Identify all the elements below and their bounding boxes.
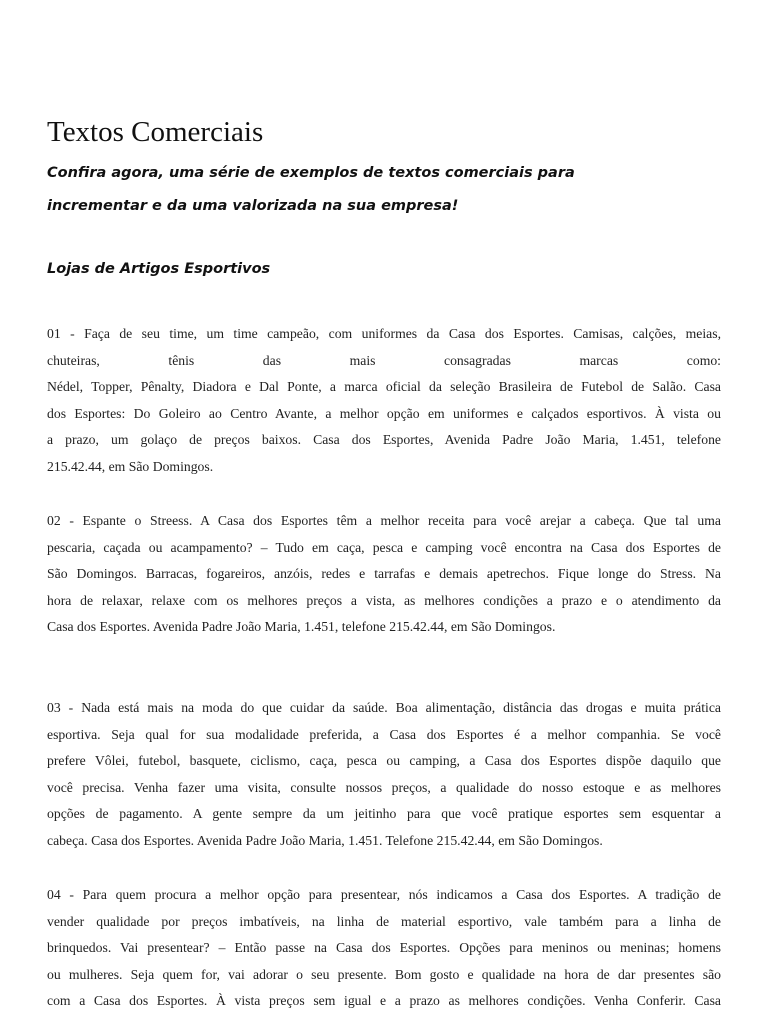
paragraph-line: você precisa. Venha fazer uma visita, consulte nossos preços, a qualidade do nosso estoque e as melhores (47, 779, 721, 795)
paragraph-line: ou mulheres. Seja quem for, vai adorar o seu presente. Bom gosto e qualidade na hora de dar presentes são (47, 966, 721, 982)
paragraph-line: a prazo, um golaço de preços baixos. Casa dos Esportes, Avenida Padre João Maria, 1.451, telefone (47, 432, 721, 448)
paragraph-02 (47, 508, 721, 641)
paragraph-line: São Domingos. Barracas, fogareiros, anzóis, redes e tarrafas e demais apetrechos. Fique longe do Stress. Na (47, 566, 721, 582)
paragraph-line: vender qualidade por preços imbatíveis, na linha de material esportivo, vale também para a linha de (47, 913, 721, 929)
paragraph-line: 215.42.44, em São Domingos. (47, 458, 214, 474)
paragraph-line: 01 - Faça de seu time, um time campeão, com uniformes da Casa dos Esportes. Camisas, calções, meias, (47, 326, 721, 341)
subtitle-line: incrementar e da uma valorizada na sua empresa! (47, 198, 459, 214)
paragraph-line: 03 - Nada está mais na moda do que cuidar da saúde. Boa alimentação, distância das drogas e muita prática (47, 700, 721, 715)
paragraph-line: 04 - Para quem procura a melhor opção para presentear, nós indicamos a Casa dos Esportes. A tradição de (47, 887, 721, 902)
paragraph-03 (47, 695, 721, 855)
paragraph-line: dos Esportes: Do Goleiro ao Centro Avante, a melhor opção em uniformes e calçados esportivos. À vista ou (47, 405, 721, 421)
section-heading: Lojas de Artigos Esportivos (47, 261, 271, 277)
paragraph-line: opções de pagamento. A gente sempre da um jeitinho para que você pratique esportes sem esquentar a (47, 806, 721, 822)
subtitle-line: Confira agora, uma série de exemplos de textos comerciais para (47, 165, 575, 181)
paragraph-line: Casa dos Esportes. Avenida Padre João Maria, 1.451, telefone 215.42.44, em São Domingos. (47, 619, 556, 635)
document-subtitle (47, 157, 721, 223)
paragraph-line: chuteiras, tênis das mais consagradas marcas como: (47, 352, 721, 368)
document-title: Textos Comerciais (47, 116, 264, 148)
paragraph-line: cabeça. Casa dos Esportes. Avenida Padre João Maria, 1.451. Telefone 215.42.44, em São Domingos. (47, 832, 603, 848)
paragraph-line: hora de relaxar, relaxe com os melhores preços a vista, as melhores condições a prazo e o atendimento da (47, 592, 721, 608)
document-page (47, 0, 721, 1024)
paragraph-line: brinquedos. Vai presentear? – Então passe na Casa dos Esportes. Opções para meninos ou meninas; homens (47, 940, 721, 956)
paragraph-line: prefere Vôlei, futebol, basquete, ciclismo, caça, pesca ou camping, a Casa dos Esportes dispõe daquilo que (47, 753, 721, 769)
paragraph-line: Nédel, Topper, Pênalty, Diadora e Dal Ponte, a marca oficial da seleção Brasileira de Futebol de Salão. Casa (47, 379, 721, 395)
paragraph-01 (47, 321, 721, 481)
paragraph-04 (47, 882, 721, 1015)
paragraph-line: 02 - Espante o Streess. A Casa dos Esportes têm a melhor receita para você arejar a cabeça. Que tal uma (47, 513, 721, 528)
paragraph-line: esportiva. Seja qual for sua modalidade preferida, a Casa dos Esportes é a melhor companhia. Se você (47, 726, 721, 742)
paragraph-line: com a Casa dos Esportes. À vista preços sem igual e a prazo as melhores condições. Venha Conferir. Casa (47, 993, 721, 1009)
paragraph-line: pescaria, caçada ou acampamento? – Tudo em caça, pesca e camping você encontra na Casa dos Esportes de (47, 539, 721, 555)
